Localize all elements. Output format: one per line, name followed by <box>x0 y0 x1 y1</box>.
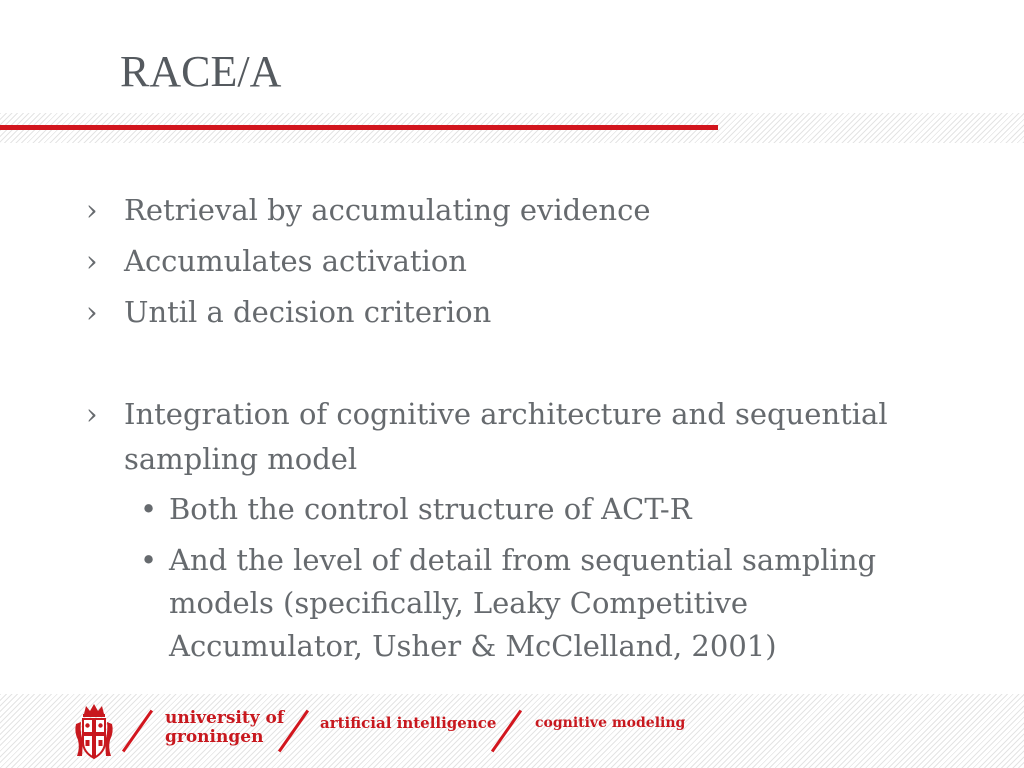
university-crest-icon <box>74 702 114 762</box>
department-name: artificial intelligence <box>320 714 497 732</box>
bullet-marker: › <box>86 295 98 329</box>
bullet-text-line: sampling model <box>124 442 358 476</box>
sub-bullet-text-line: models (specifically, Leaky Competitive <box>169 586 749 620</box>
sub-bullet-marker: • <box>140 543 158 577</box>
bullet-text: Retrieval by accumulating evidence <box>124 193 651 227</box>
sub-bullet-text-line: And the level of detail from sequential sampling <box>169 543 877 577</box>
sub-bullet-text-line: Both the control structure of ACT-R <box>169 492 692 526</box>
bullet-text: Until a decision criterion <box>124 295 492 329</box>
divider-slash <box>122 710 153 753</box>
sub-bullet-text-line: Accumulator, Usher & McClelland, 2001) <box>169 629 777 663</box>
footer-band <box>0 694 1024 768</box>
university-name-line1: university of <box>165 708 285 728</box>
group-name: cognitive modeling <box>535 715 686 731</box>
bullet-text-line: Integration of cognitive architecture and sequential <box>124 397 888 431</box>
sub-bullet-marker: • <box>140 492 158 526</box>
bullet-marker: › <box>86 244 98 278</box>
slide-title: RACE/A <box>120 47 282 96</box>
bullet-text: Accumulates activation <box>124 244 467 278</box>
bullet-marker: › <box>86 193 98 227</box>
university-name-line2: groningen <box>165 727 264 747</box>
bullet-marker: › <box>86 397 98 431</box>
